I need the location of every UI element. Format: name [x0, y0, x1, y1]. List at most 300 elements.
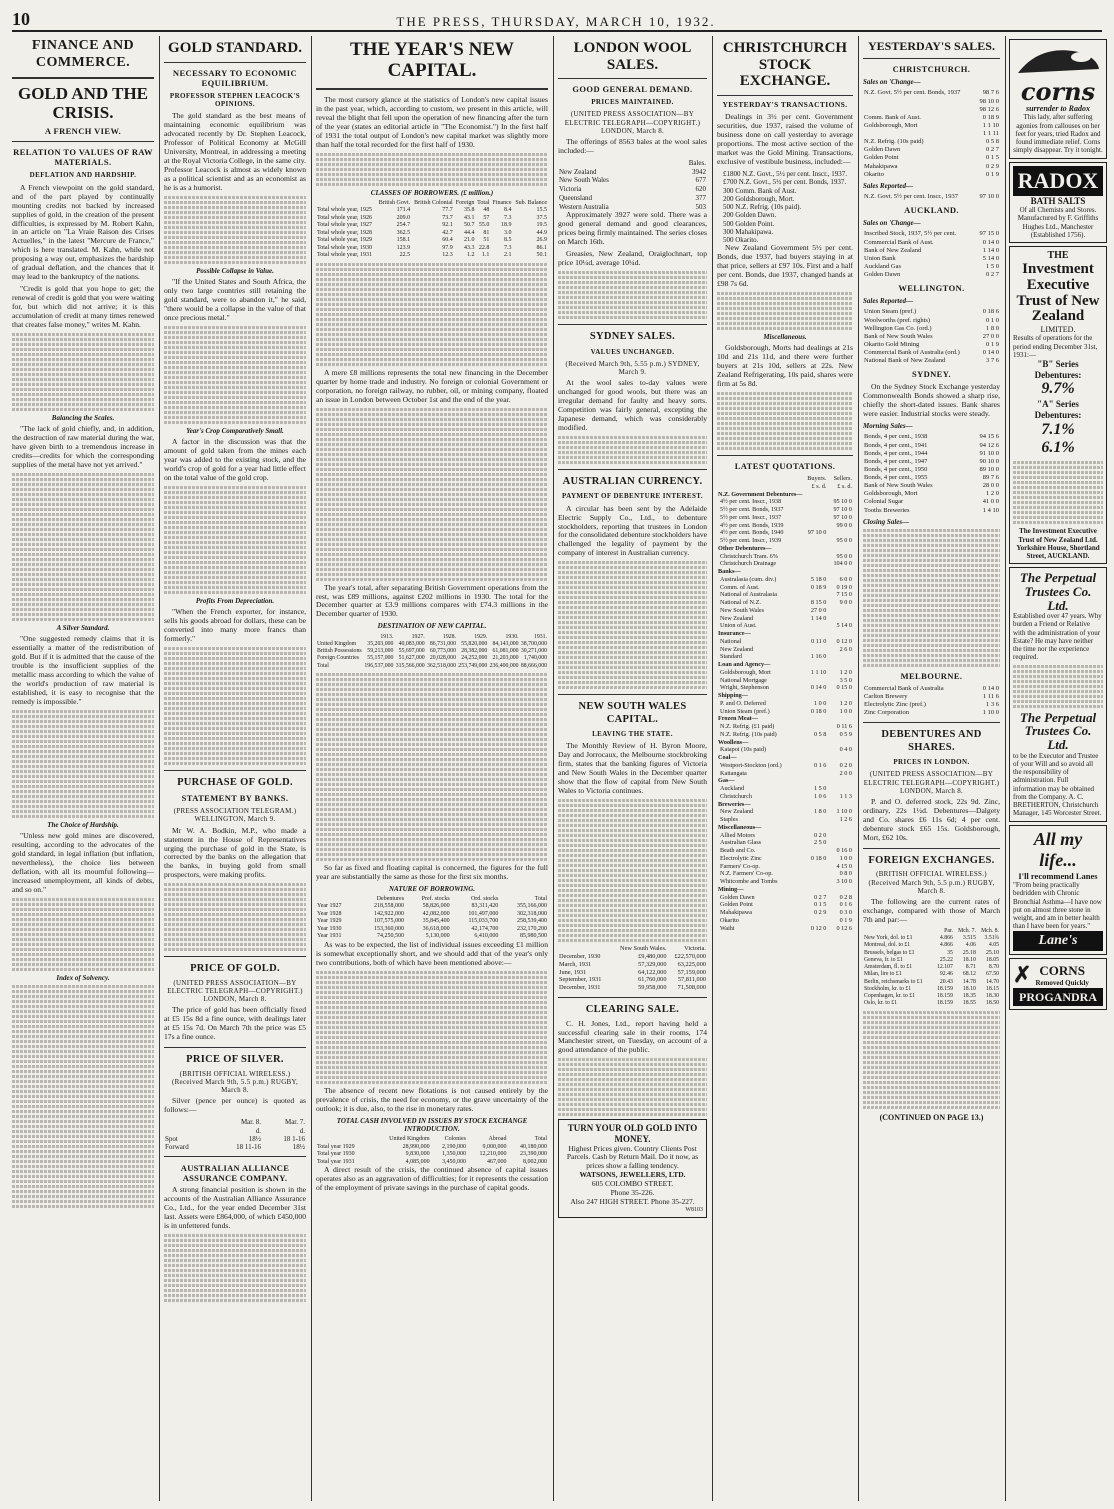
- table-row: Total whole year, 1926 209.0 73.7 43.1 57 7.3 37.5: [317, 214, 547, 221]
- table-row: 5½ per cent. Inscr., 1937 97 10 0: [720, 513, 852, 521]
- table-row: Union Steam (pref.) 0 18 0 1 0 0: [720, 707, 852, 715]
- table-row: Auckland Gas 1 5 0: [864, 262, 999, 270]
- table-row: Year 1928 142,922,000 42,082,000 101,497,000 302,318,000: [317, 910, 547, 917]
- page-number: 10: [12, 9, 30, 29]
- paragraph: Dealings in 3½ per cent. Government securities, due 1937, raised the volume of business done on call yesterday to average proportions. The most active section of the market was the Gold Mining. Transactions, exclusive of vestibule business, included:—: [717, 112, 853, 167]
- table-row: Carlton Brewery 1 11 6: [864, 693, 999, 701]
- section-title: FINANCE AND COMMERCE.: [31, 38, 135, 70]
- subhead-deflation: DEFLATION AND HARDSHIP.: [29, 171, 137, 180]
- paragraph: A circular has been sent by the Adelaide Electric Supply Co., Ltd., to debenture stockholders, reporting that trustees in London for the consolidated debenture stockholders have challenged the legality of payment by the company of interest in Australian currency.: [558, 503, 707, 558]
- table-row: Bonds, 4 per cent., 1941 94 12 6: [864, 441, 999, 449]
- table-group-heading: Insurance—: [718, 630, 751, 638]
- table-row: Okarito Gold Mining 0 1 9: [864, 340, 999, 348]
- paragraph: The offerings of 8563 bales at the wool sales included:—: [558, 137, 707, 155]
- list-item: £700 N.Z. Govt., 5½ per cent. Bonds, 1937.: [723, 178, 847, 187]
- table-row: Commercial Bank of Australia (ord.) 0 14 0: [864, 349, 999, 357]
- table-row: New Zealand 1 14 0: [720, 614, 827, 622]
- table-group-heading: Mining—: [718, 885, 744, 893]
- table-row: Bank of New Zealand 1 14 0: [864, 246, 999, 254]
- paragraph: Approximately 3927 were sold. There was a good general demand and good clearances, prices being firmly maintained. The series closes on March 16th.: [558, 210, 707, 247]
- table-title: DESTINATION OF NEW CAPITAL.: [377, 622, 487, 631]
- table-row: Inscribed Stock, 1937, 5½ per cent. 97 15 0: [864, 230, 999, 238]
- table-row: Total year 1931 4,085,000 3,450,000 467,000 8,002,000: [317, 1158, 547, 1165]
- table-group-heading: Gas—: [718, 777, 735, 785]
- destination-table: 1913. 1927. 1928. 1929. 1930. 1931. United Kingdom 35,203,000 40,083,000 86,731,000 55,820,000 84,143,000 38,700,000 British Possessions 59,213,000 55,697,000 60,773,000 28,382,000 61,081,000 30,271,000 Foreign Countries 55,157,000 51,627,000 20,028,000 24,252,000 21,203,000 1,740,000 Total 196,537,000 315,566,000 362,518,000 253,749,000 236,400,000 88,666,000: [317, 633, 547, 669]
- ad-subtitle: BATH SALTS: [1030, 195, 1086, 206]
- subhead: PRICES IN LONDON.: [893, 758, 970, 767]
- table-title: NATURE OF BORROWING.: [388, 884, 476, 893]
- table-row: Electrolytic Zinc (pref.) 1 3 6: [864, 701, 999, 709]
- city-heading: WELLINGTON.: [898, 283, 965, 294]
- transactions-list: [717, 170, 853, 244]
- table-row: Total whole year, 1927 254.7 92.1 50.7 55.0 18.9 19.5: [317, 222, 547, 229]
- table-row: Golden Dawn 0 2 7: [864, 146, 999, 154]
- paragraph: So far as fixed and floating capital is concerned, the figures for the full year are substantially the same as those for the first six months.: [316, 862, 548, 881]
- list-item: 200 Goldsborough, Mort.: [723, 194, 795, 203]
- paragraph: The most cursory glance at the statistics of London's new capital issues in the past year, which, according to custom, we present in this article, will reveal the blight that fell upon the operation of new financing after the turn of the year (states an editorial article in "The Economist.") In the first half of 1931 the total output of London's new capital market was slightly more than half the total recorded for the first half of 1930.: [316, 94, 548, 149]
- paragraph: The price of gold has been officially fixed at £5 15s 8d a fine ounce, with dealings later at £5 15s 7d. On March 7th the price was £5 17s a fine ounce.: [164, 1005, 306, 1042]
- subhead: PROFESSOR STEPHEN LEACOCK'S OPINIONS.: [169, 91, 301, 108]
- table-group-heading: Loan and Agency—: [718, 661, 771, 669]
- table-row: Woolworths (pref. rights) 0 1 0: [864, 316, 999, 324]
- dateline: (BRITISH OFFICIAL WIRELESS.) (Received March 9th, 5.5 p.m.) RUGBY, March 8.: [868, 870, 995, 895]
- sales-table: [863, 89, 1000, 178]
- table-row: Okarito 0 1 9: [864, 170, 999, 178]
- table-row: Westport-Stockton (ord.) 0 1 6 0 2 0: [720, 761, 852, 769]
- nsw-victoria-table: New South Wales. Victoria. December, 1930 £9,480,000 £22,570,000 March, 1931 57,329,000 63,225,000 June, 1931 64,122,000 57,159,000 September, 1931 61,760,000 57,811,000 December, 1931 59,958,000 71,508,000: [559, 945, 706, 992]
- dateline: (UNITED PRESS ASSOCIATION—BY ELECTRIC TELEGRAPH—COPYRIGHT.) LONDON, March 8.: [564, 110, 701, 135]
- table-row: Western Australia 503: [559, 202, 706, 211]
- list-item: 300 Comm. Bank of Aust.: [723, 186, 797, 195]
- ad-title: CORNS: [1039, 963, 1085, 979]
- ad-perpetual-trustees: [1009, 567, 1107, 821]
- table-row: Christchurch 1 0 6 1 1 3: [720, 792, 852, 800]
- dateline: (UNITED PRESS ASSOCIATION—BY ELECTRIC TELEGRAPH—COPYRIGHT.) LONDON, March 8.: [863, 770, 1000, 795]
- headline-wool-sales: LONDON WOOL SALES.: [573, 40, 692, 73]
- table-row: Christchurch Drainage 104 0 0: [720, 560, 852, 568]
- table-row: New South Wales 677: [559, 176, 706, 185]
- foot-illustration-icon: [1013, 43, 1103, 77]
- table-row: 4½ per cent. Inscr., 1938 95 10 0: [720, 498, 852, 506]
- subhead-latest-quotations: LATEST QUOTATIONS.: [734, 461, 836, 472]
- city-heading: CHRISTCHURCH.: [892, 64, 971, 75]
- table-row: Milan, lire to £1 92.46 68.12 67.50: [864, 971, 999, 978]
- subhead: Index of Solvency.: [56, 973, 110, 982]
- table-row: Union Steam (pref.) 0 18 6: [864, 308, 999, 316]
- table-group-heading: Miscellaneous—: [718, 823, 762, 831]
- table-row: Staples 1 2 6: [720, 816, 852, 824]
- paragraph: Mr W. A. Bodkin, M.P., who made a statement in the House of Representatives urging the purchase of gold in the State, is corrected by the banks on the allegation that the banks, in buying gold from small prospectors, were making profits.: [164, 825, 306, 880]
- sales-table: [863, 193, 1000, 201]
- ad-body-2: to be the Executor and Trustee of your Will and so avoid all the responsibility of administration. Full information may be obtained from the Company. A. C. BRETHERTON, Christchurch Manager, 145 Worcester Street.: [1013, 751, 1102, 818]
- city-heading: MELBOURNE.: [900, 670, 963, 681]
- table-row: Tooths Breweries 1 4 10: [864, 506, 999, 514]
- paragraph: A mere £8 millions represents the total new financing in the December quarter by home trade and industry. No foreign or colonial Government or corporation, no foreign railway, no rubber, oil, or mining company, floated an issue in London between October 1st and the end of the year.: [316, 367, 548, 404]
- table-row: Electrolytic Zinc 0 18 0 1 0 0: [720, 854, 852, 862]
- table-row: N.Z. Govt. 5½ per cent. Bonds, 1937 98 7 6: [864, 89, 999, 97]
- ad-radox-corns: [1009, 39, 1107, 159]
- table-row: Mahakipawa 0 2 9 0 3 0: [720, 909, 852, 917]
- table-row: Spot 18½ 18 1-16: [165, 1134, 305, 1143]
- table-row: Australasia (cum. div.) 5 18 0 6 0 0: [720, 575, 852, 583]
- table-row: N.Z. Govt. 5½ per cent. Inscr., 1937 97 10 0: [864, 193, 999, 201]
- ad-code: W8103: [685, 1206, 703, 1213]
- subhead: PRICES MAINTAINED.: [591, 98, 674, 107]
- wool-offerings-table: Bales. New Zealand 3942 New South Wales 677 Victoria 620 Queensland 377 Western Australia 503: [559, 158, 706, 211]
- ad-tagline: surrender to Radox: [1025, 103, 1090, 113]
- table-row: Goldsborough, Mort 1 1 10: [864, 121, 999, 129]
- table-row: 5½ per cent. Bonds, 1937 97 10 0: [720, 506, 852, 514]
- table-row: N.Z. Refrig. (10s paid) 0 5 8: [864, 138, 999, 146]
- table-row: National of N.Z. 8 15 0 9 0 0: [720, 599, 852, 607]
- table-group-heading: Breweries—: [718, 800, 751, 808]
- table-row: Farmers' Co-op. 4 15 0: [720, 862, 852, 870]
- headline-debentures: DEBENTURES AND SHARES.: [881, 729, 982, 753]
- ad-address-2: Also 247 HIGH STREET. Phone 35-227.: [570, 1196, 695, 1206]
- table-row: Total year 1929 28,990,000 2,190,000 9,000,000 40,180,000: [317, 1143, 547, 1150]
- ad-radox-bath-salts: [1009, 162, 1107, 244]
- paragraph: The year's total, after separating British Government operations from the rest, was £89 millions, against £202 millions in 1930. The total for the December quarter at £3.9 millions compares with £74.3 millions in the December quarter of 1930.: [316, 582, 548, 619]
- table-row: Golden Point 0 1 5: [864, 154, 999, 162]
- table-row: New South Wales 27 0 0: [720, 606, 827, 614]
- table-row: Goldsborough, Mort 1 1 10 1 2 0: [720, 668, 852, 676]
- table-row: Comm. Bank of Aust. 0 18 9: [864, 113, 999, 121]
- headline-sydney-sales: SYDNEY SALES.: [589, 331, 676, 343]
- subhead: Miscellaneous.: [763, 333, 807, 342]
- paragraph: C. H. Jones, Ltd., report having held a successful clearing sale in their rooms, 174 Manchester street, on Tuesday, on account of a good attendance of the public.: [558, 1018, 707, 1055]
- table-row: Waihi 0 12 0 0 12 6: [720, 924, 852, 932]
- table-row: Bonds, 4 per cent., 1947 90 10 0: [864, 457, 999, 465]
- ad-footer: The Investment Executive Trust of New Zealand Ltd. Yorkshire House, Shortland Street, AUCKLAND.: [1016, 527, 1100, 560]
- paragraph: A direct result of the crisis, the continued absence of capital issues operates also as an aggravation of difficulties; for it represents the cessation of the employment of private savings in the purchase of capital goods.: [316, 1165, 548, 1193]
- ad-title: corns: [1020, 76, 1096, 106]
- paragraph: The absence of recent new flotations is not caused entirely by the prevalence of crisis, the need for economy, or the grave uncertainty of the outlook; it is due, also, to the rise in monetary rates.: [316, 1085, 548, 1113]
- ad-lanes: [1009, 825, 1107, 956]
- column-wool-sales: [558, 36, 707, 1501]
- masthead: [12, 8, 1102, 32]
- paragraph: "If the United States and South Africa, the only two large countries still retaining the gold standard, were to abandon it," he said, "there would be a collapse in the value of that once precious metal.": [164, 276, 306, 322]
- dateline: (Received March 9th, 5.55 p.m.) SYDNEY, March 9.: [565, 359, 700, 377]
- cross-icon: ✗: [1013, 962, 1032, 988]
- stock-exchange-table: United Kingdom Colonies Abroad Total Total year 1929 28,990,000 2,190,000 9,000,000 40,180,000 Total year 1930 9,830,000 1,350,000 12,210,000 23,390,000 Total year 1931 4,085,000 3,450,000 467,000 8,002,000: [317, 1136, 547, 1165]
- table-row: 98 10 0: [979, 97, 999, 105]
- table-row: New Zealand 2 6 0: [720, 645, 852, 653]
- table-row: Mahakipawa 0 2 9: [864, 162, 999, 170]
- table-row: Auckland 1 5 0: [720, 785, 827, 793]
- list-item: 500 Okarito.: [723, 236, 759, 245]
- column-gold-standard: [164, 36, 306, 1501]
- table-row: Stockholm, kr. to £1 18.159 18.10 18.15: [864, 985, 999, 992]
- subhead-raw-materials: RELATION TO VALUES OF RAW MATERIALS.: [13, 147, 153, 168]
- paragraph: "Credit is gold that you hope to get; the renewal of credit is gold that you were waiting for, but which did not arrive; it is this accumulation of credit at many times renewed that creates false money," writes M. Kahn.: [12, 284, 154, 329]
- paragraph: A factor in the discussion was that the amount of gold taken from the mines each year was added to the existing stock, and the world's crop of gold for a year had little effect on the total value of the gold crop.: [164, 436, 306, 482]
- headline-new-capital: THE YEAR'S NEW CAPITAL.: [350, 39, 514, 81]
- subhead: VALUES UNCHANGED.: [590, 347, 675, 356]
- paragraph: P. and O. deferred stock, 22s 9d. Zinc, ordinary, 22s 1½d. Debentures—Dalgety and Co. shares £6 11s 6d; 4 per cent. debenture stock £65 15s. Goldsborough, Mort, £62 10s.: [863, 797, 1000, 843]
- ad-body: Highest Prices given. Country Clients Post Parcels. Cash by Return Mail. Do it now, as prices show a falling tendency.: [566, 1143, 699, 1171]
- ad-headline: TURN YOUR OLD GOLD INTO MONEY.: [567, 1123, 698, 1144]
- subhead: Sales Reported—: [863, 181, 913, 190]
- subhead: YESTERDAY'S TRANSACTIONS.: [722, 99, 848, 109]
- headline-nsw-capital: NEW SOUTH WALES CAPITAL.: [578, 701, 687, 725]
- rate-c: 6.1%: [1041, 439, 1075, 457]
- table-row: Total whole year, 1925 171.4 77.7 35.8 48 8.4 15.5: [317, 207, 547, 214]
- list-item: £1800 N.Z. Govt., 5½ per cent. Inscr., 1937.: [723, 170, 848, 179]
- table-row: National Bank of New Zealand 3 7 6: [864, 357, 999, 365]
- subhead: PAYMENT OF DEBENTURE INTEREST.: [561, 492, 703, 501]
- table-row: Union Bank 5 14 0: [864, 254, 999, 262]
- table-row: United Kingdom 35,203,000 40,083,000 86,731,000 55,820,000 84,143,000 38,700,000: [317, 640, 547, 647]
- ad-brand: PROGANDRA: [1013, 988, 1103, 1006]
- table-row: Geneva, fr. to £1 25.22 18.10 18.05: [864, 956, 999, 963]
- table-row: December, 1930 £9,480,000 £22,570,000: [559, 952, 706, 960]
- sales-table: [863, 433, 1000, 514]
- paragraph: The gold standard as the best means of maintaining economic equilibrium was advocated recently by Dr. Stephen Leacock, Professor of Political Economy at McGill University, Montreal, in addressing a meeting at the Royal Victoria College, in the same city. Professor Leacock is almost as widely known as a political scientist and as an economist as he is as a humorist.: [164, 111, 306, 192]
- paragraph: "One suggested remedy claims that it is essentially a matter of the redistribution of gold. But if it is admitted that the cause of the trouble is the insufficient supplies of the metallic mass according to which the value of the world's production of raw material is established, it is easy to recognise that the remedy is impossible.": [12, 634, 154, 706]
- headline-purchase-gold: PURCHASE OF GOLD.: [177, 776, 293, 788]
- table-row: Wellington Gas Co. (ord.) 1 8 0: [864, 324, 999, 332]
- headline-australian-currency: AUSTRALIAN CURRENCY.: [562, 475, 703, 487]
- ad-body: Results of operations for the period ending December 31st, 1931:—: [1013, 334, 1098, 359]
- list-item: 300 Mahakipawa.: [723, 227, 774, 236]
- ad-brand: Lane's: [1013, 931, 1103, 952]
- table-row: Bonds, 4 per cent., 1944 91 10 0: [864, 449, 999, 457]
- table-row: Total whole year, 1930 123.9 97.9 43.3 22.8 7.3 86.1: [317, 244, 547, 251]
- ad-address: 605 COLOMBO STREET.: [591, 1178, 674, 1188]
- classes-of-borrowers-table: British Govt. British Colonial Foreign Total Finance Sub. Balance Total whole year, 1925 171.4 77.7 35.8 48 8.4 15.5 Total whole year, 1926 209.0 73.7 43.1 57 7.3 37.5 Total whole year, 1927 254.7 92.1 50.7 55.0 18.9 19.5 Total whole year, 1928 362.5 42.7 44.4 81 3.0 44.9 Total whole year, 1929 158.1 60.4 21.0 51 8.5 26.9 Total whole year, 1930 123.9 97.9 43.3 22.8 7.3 86.1 Total whole year, 1931 22.5 12.3 1.2 1.1 2.1 50.1: [317, 199, 547, 259]
- table-row: Forward 18 11-16 18½: [165, 1143, 305, 1152]
- table-row: P. and O. Deferred 1 0 0 1 2 0: [720, 699, 852, 707]
- table-row: Golden Dawn 0 2 7 0 2 8: [720, 893, 852, 901]
- headline-price-gold: PRICE OF GOLD.: [190, 963, 280, 975]
- table-row: Total year 1930 9,830,000 1,350,000 12,210,000 23,390,000: [317, 1151, 547, 1158]
- table-row: Montreal, dol. to £1 4.866 4.06 4.05: [864, 942, 999, 949]
- subhead: Sales on 'Change—: [863, 78, 921, 87]
- table-row: N.Z. Refrig. (10s paid) 0 5 8 0 5 9: [720, 730, 852, 738]
- table-title: CLASSES OF BORROWERS. (£ million.): [370, 188, 494, 197]
- paragraph: A strong financial position is shown in the accounts of the Australian Alliance Assurance Co., Ltd., for the year ended December 31st last. Assets were £864,000, of which £450,000 is in unfettered funds.: [164, 1185, 306, 1231]
- table-group-heading: Other Debentures—: [718, 544, 772, 552]
- ad-firm: WATSONS, JEWELLERS, LTD.: [579, 1170, 686, 1180]
- table-row: Total whole year, 1929 158.1 60.4 21.0 51 8.5 26.9: [317, 237, 547, 244]
- list-item: 500 N.Z. Refrig. (10s paid).: [723, 203, 802, 212]
- table-row: Berlin, reichsmarks to £1 20.43 14.78 14.70: [864, 978, 999, 985]
- subhead-french-view: A FRENCH VIEW.: [44, 126, 122, 137]
- paragraph: "The lack of gold chiefly, and, in addition, the destruction of raw material during the war, have given birth to a tremendous increase in credits—credits for which the corresponding supplies of the metal have not yet arrived.": [12, 424, 154, 470]
- ad-body: Of all Chemists and Stores. Manufactured by F. Griffiths Hughes Ltd., Manchester (Established 1756).: [1017, 206, 1099, 239]
- table-row: Commercial Bank of Aust. 0 14 0: [864, 238, 999, 246]
- rate-b: 9.7%: [1041, 380, 1075, 398]
- table-row: Kaitangata 2 0 0: [720, 769, 852, 777]
- table-row: National of Australasia 7 15 0: [720, 591, 852, 599]
- sales-table: [863, 308, 1000, 365]
- table-row: Bank of New South Wales 28 0 0: [864, 482, 999, 490]
- table-row: National Mortgage 3 5 0: [720, 676, 852, 684]
- table-row: Year 1927 218,558,000 58,826,000 83,311,420 355,166,000: [317, 903, 547, 910]
- paragraph: Greasies, New Zealand, Oraiglochnart, top price 10¼d, average 10¼d.: [558, 249, 707, 268]
- table-group-heading: N.Z. Government Debentures—: [718, 490, 803, 498]
- table-row: Total whole year, 1928 362.5 42.7 44.4 81 3.0 44.9: [317, 229, 547, 236]
- silver-table: Mar. 8. Mar. 7. d. d. Spot 18½ 18 1-16 Forward 18 11-16 18½: [165, 1118, 305, 1152]
- table-row: 1 1 11: [982, 130, 999, 138]
- rate-a: 7.1%: [1041, 420, 1075, 438]
- subhead: Morning Sales—: [863, 422, 913, 431]
- column-stock-exchange: [717, 36, 853, 1501]
- paragraph: At the wool sales to-day values were unchanged for good wools, but there was an irregular demand for faulty and heavy sorts. Competition was fairly general, excepting the Japanese demand, which was considerably modified.: [558, 378, 707, 433]
- paragraph: The following are the current rates of exchange, compared with those of March 7th and par:—: [863, 897, 1000, 924]
- subhead: Year's Crop Comparatively Small.: [186, 426, 284, 435]
- paragraph: A French viewpoint on the gold standard, and of the part played by continually mounting credits not backed by increased supplies of gold, in the creation of the present difficulties, is expressed by M. Robert Kahn, in an article on "La Vraie Raison des Crises Actuelles," in the latest "Mercure de France," which is here translated. M. Kahn, while not proposing a way out, emphasizes the hardship of gradual deflation, and the chances that it may lead to the bankruptcy of the nations.: [12, 182, 154, 282]
- table-row: N.Z. Farmers' Co-op. 0 8 0: [720, 870, 852, 878]
- city-heading: SYDNEY.: [911, 369, 952, 380]
- subhead: GOOD GENERAL DEMAND.: [572, 84, 693, 94]
- subhead: Closing Sales—: [863, 517, 910, 526]
- table-row: Total 196,537,000 315,566,000 362,518,000 253,749,000 236,400,000 88,666,000: [317, 662, 547, 669]
- table-row: New Zealand 1 8 0 1 10 0: [720, 808, 852, 816]
- table-row: Commercial Bank of Australia 0 14 0: [864, 684, 999, 692]
- ad-title: Investment Executive Trust of New Zealand: [1016, 261, 1100, 325]
- table-group-heading: Coal—: [718, 754, 737, 762]
- table-row: Comm. of Aust. 0 18 9 0 19 0: [720, 583, 852, 591]
- ad-body: "From being practically bedridden with Chronic Bronchial Asthma—I have now put on almost three stone in weight, and am in better health than I have been for years.": [1013, 881, 1102, 931]
- headline-gold-crisis: GOLD AND THE CRISIS.: [17, 84, 149, 122]
- subhead: NECESSARY TO ECONOMIC EQUILIBRIUM.: [172, 67, 298, 88]
- table-row: Golden Point 0 1 5 0 1 6: [720, 901, 852, 909]
- table-row: Standard 1 16 0: [720, 653, 827, 661]
- sales-table: [863, 230, 1000, 279]
- paragraph: "Unless new gold mines are discovered, resulting, according to the advocates of the gold standard, in legal inflation (but inflation, nevertheless), the choice lies between deflation, with all its mournful following—increased unemployment, all kinds of debts, and so on.": [12, 831, 154, 894]
- paragraph: Goldsborough, Morts had dealings at 21s 10d and 21s 11d, and there were further buyers at 21s 10d, sellers at 22s. New Zealand Refrigerating, 10s paid, shares were firm at 5s 8d.: [717, 343, 853, 389]
- headline-clearing-sale: CLEARING SALE.: [585, 1004, 680, 1016]
- nature-of-borrowing-table: Debentures Pref. stocks Ord. stocks Total Year 1927 218,558,000 58,826,000 83,311,420 355,166,000 Year 1928 142,922,000 42,082,000 101,497,000 302,318,000 Year 1929 107,575,000 35,845,400 115,033,700 258,539,400 Year 1930 153,360,000 36,618,000 42,174,700 232,170,200 Year 1931 74,250,500 5,130,000 6,410,000 85,980,500: [317, 895, 547, 940]
- table-row: Whitcombe and Tombs 3 10 0: [720, 878, 852, 886]
- table-group-heading: Shipping—: [718, 692, 748, 700]
- table-row: Goldsborough, Mort 1 2 0: [864, 490, 999, 498]
- headline-foreign-exchanges: FOREIGN EXCHANGES.: [868, 854, 995, 866]
- table-group-heading: Frozen Meat—: [718, 715, 758, 723]
- table-row: N.Z. Refrig. (£1 paid) 0 11 6: [720, 723, 852, 731]
- subhead: The Choice of Hardship.: [47, 820, 119, 829]
- table-row: Bonds, 4 per cent., 1950 89 10 0: [864, 465, 999, 473]
- table-row: Queensland 377: [559, 193, 706, 202]
- table-row: New York, dol. to £1 4.866 3.515 3.51¾: [864, 935, 999, 942]
- quotations-table: Buyers. Sellers. £ s. d. £ s. d. N.Z. Government Debentures— 4½ per cent. Inscr., 1938 95 10 0 5½ per cent. Bonds, 1937 97 10 0 5½ per cent. Inscr., 1937 97 10 0 4½ per cent. Bonds, 1939 99 0 0 4½ per cent. Bonds, 1940 97 10 0 5½ per cent. Inscr., 1939 95 0 0 Other Debentures— Christchurch Tram. 6% 95 0 0 Christchurch Drainage 104 0 0 Banks— Australasia (cum. div.) 5 18 0 6 0 0 Comm. of Aust. 0 18 9 0 19 0 National of Australasia 7 15 0 National of N.Z. 8 15 0 9 0 0 New South Wales 27 0 0 New Zealand 1 14 0 Union of Aust. 5 14 0 Insurance— National 0 11 0 0 12 0 New Zealand 2 6 0 Standard 1 16 0 Loan and Agency— Goldsborough, Mort 1 1 10 1 2 0 National Mortgage 3 5 0 Wright, Stephenson 0 14 0 0 15 0 Shipping— P. and O. Deferred 1 0 0 1 2 0 Union Steam (pref.) 0 18 0 1 0 0 Frozen Meat— N.Z. Refrig. (£1 paid) 0 11 6 N.Z. Refrig. (10s paid) 0 5 8 0 5 9 Woollens— Kaiapoi (10s paid) 0 4 0 Coal— Westport-Stockton (ord.) 0 1 6 0 2 0 Kaitangata 2 0 0 Gas— Auckland 1 5 0 Christchurch 1 0 6 1 1 3 Breweries— New Zealand 1 8 0 1 10 0 Staples 1 2 6 Miscellaneous— Allied Motors 0 2 0 Australian Glass 2 5 0 Beath and Co. 0 16 0 Electrolytic Zinc 0 18 0 1 0 0 Farmers' Co-op. 4 15 0 N.Z. Farmers' Co-op. 0 8 0 Whitcombe and Tombs 3 10 0 Mining— Golden Dawn 0 2 7 0 2 8 Golden Point 0 1 5 0 1 6 Mahakipawa 0 2 9 0 3 0 Okarito 0 1 9 Waihi 0 12 0 0 12 6: [718, 475, 852, 932]
- table-row: Amsterdam, fl. to £1 12.107 8.71 8.70: [864, 964, 999, 971]
- city-heading: AUCKLAND.: [904, 205, 959, 216]
- ad-body: This lady, after suffering agonies from callouses on her feet for years, tried Radox and found immediate relief. Corns simply disappear. Try it tonight.: [1013, 113, 1103, 155]
- dateline: (UNITED PRESS ASSOCIATION—BY ELECTRIC TELEGRAPH—COPYRIGHT.) LONDON, March 8.: [167, 978, 303, 1004]
- table-row: Copenhagen, kr. to £1 18.159 18.35 18.30: [864, 993, 999, 1000]
- table-group-heading: Woollens—: [718, 738, 749, 746]
- table-row: Colonial Sugar 41 0 0: [864, 498, 999, 506]
- table-row: December, 1931 59,958,000 71,508,000: [559, 984, 706, 992]
- paragraph: "When the French exporter, for instance, sells his goods abroad for dollars, these can be converted into many more francs than formerly.": [164, 606, 306, 643]
- subhead: Sales Reported—: [863, 297, 913, 306]
- column-new-capital: [316, 36, 548, 1501]
- ad-investment-trust: THE Investment Executive Trust of New Zealand LIMITED. Results of operations for the period ending December 31st, 1931:— "B" Series Debentures: 9.7% "A" Series Debentures: 7.1% 6.1% The Investment Executive Trust of New Zealand Ltd. Yorkshire House, Shortland Street, AUCKLAND.: [1009, 246, 1107, 564]
- table-row: Bonds, 4 per cent., 1955 89 7 6: [864, 474, 999, 482]
- continued-note: (CONTINUED ON PAGE 13.): [879, 1112, 984, 1122]
- ad-progandra: [1009, 958, 1107, 1010]
- ad-subtitle: I'll recommend Lanes: [1018, 871, 1098, 882]
- table-row: National 0 11 0 0 12 0: [720, 637, 852, 645]
- sales-table: [863, 685, 1000, 718]
- table-row: Year 1929 107,575,000 35,845,400 115,033,700 258,539,400: [317, 918, 547, 925]
- table-title: TOTAL CASH INVOLVED IN ISSUES BY STOCK EXCHANGE INTRODUCTION.: [336, 1116, 528, 1133]
- ad-body: Established over 47 years. Why burden a Friend or Relative with the administration of your Estate? He may have neither the time nor the experience required.: [1013, 612, 1102, 662]
- table-row: New Zealand 3942: [559, 167, 706, 176]
- ad-title: RADOX: [1013, 166, 1103, 196]
- table-row: Brussels, belgas to £1 35 25.18 25.10: [864, 949, 999, 956]
- column-advertisements: [1009, 36, 1107, 1501]
- subhead: Profits From Depreciation.: [195, 596, 275, 605]
- table-row: British Possessions 59,213,000 55,697,000 60,773,000 28,382,000 61,081,000 30,271,000: [317, 648, 547, 655]
- ad-title-2: The Perpetual Trustees Co. Ltd.: [1019, 709, 1097, 752]
- table-row: Golden Dawn 0 2 7: [864, 271, 999, 279]
- ad-watsons-jewellers: [558, 1119, 707, 1217]
- table-row: Wright, Stephenson 0 14 0 0 15 0: [720, 684, 852, 692]
- subhead: Balancing the Scales.: [51, 413, 115, 422]
- table-row: June, 1931 64,122,000 57,159,000: [559, 968, 706, 976]
- table-group-heading: Banks—: [718, 568, 741, 576]
- table-row: Beath and Co. 0 16 0: [720, 847, 852, 855]
- subhead: STATEMENT BY BANKS.: [181, 793, 289, 804]
- table-row: Australian Glass 2 5 0: [720, 839, 827, 847]
- ad-title: All my life...: [1033, 828, 1083, 870]
- table-row: Allied Motors 0 2 0: [720, 831, 827, 839]
- column-yesterdays-sales: [863, 36, 1000, 1501]
- ad-phone: Phone 35-226.: [610, 1187, 655, 1197]
- table-row: 4½ per cent. Bonds, 1940 97 10 0: [720, 529, 827, 537]
- table-row: Union of Aust. 5 14 0: [720, 622, 852, 630]
- table-row: 4½ per cent. Bonds, 1939 99 0 0: [720, 521, 852, 529]
- table-row: Bonds, 4 per cent., 1938 94 15 6: [864, 433, 999, 441]
- table-row: 5½ per cent. Inscr., 1939 95 0 0: [720, 537, 852, 545]
- table-row: Oslo, kr. to £1 18.159 18.55 18.50: [864, 1000, 999, 1007]
- table-row: Christchurch Tram. 6% 95 0 0: [720, 552, 852, 560]
- paper-dateline: THE PRESS, THURSDAY, MARCH 10, 1932.: [396, 14, 716, 29]
- paragraph: New Zealand Government 5½ per cent. Bonds, due 1937, had buyers staying in at that price, sellers at £97 10s. First and a half per cent. Bonds, due 1937, changed hands at £98 7s 6d.: [717, 243, 853, 289]
- subhead: Possible Collapse in Value.: [196, 266, 274, 275]
- table-row: September, 1931 61,760,000 57,811,000: [559, 976, 706, 984]
- exchange-rates-table: Par. Mch. 7. Mch. 8. New York, dol. to £1 4.866 3.515 3.51¾ Montreal, dol. to £1 4.866 4.06 4.05 Brussels, belgas to £1 35 25.18 25.10 Geneva, fr. to £1 25.22 18.10 18.05 Amsterdam, fl. to £1 12.107 8.71 8.70 Milan, lire to £1 92.46 68.12 67.50 Berlin, reichsmarks to £1 20.43 14.78 14.70 Stockholm, kr. to £1 18.159 18.10 18.15 Copenhagen, kr. to £1 18.159 18.35 18.30 Oslo, kr. to £1 18.159 18.55 18.50: [864, 927, 999, 1007]
- ad-title: The Perpetual Trustees Co. Ltd.: [1019, 570, 1097, 613]
- dateline: (BRITISH OFFICIAL WIRELESS.) (Received March 9th, 5.5 p.m.) RUGBY, March 8.: [171, 1069, 299, 1095]
- headline-alliance: AUSTRALIAN ALLIANCE ASSURANCE COMPANY.: [180, 1163, 290, 1184]
- list-item: 500 Golden Point.: [723, 219, 775, 228]
- table-row: Okarito 0 1 9: [720, 916, 852, 924]
- headline-gold-standard: GOLD STANDARD.: [168, 40, 302, 56]
- paragraph: Silver (pence per ounce) is quoted as follows:—: [164, 1096, 306, 1115]
- subhead: A Silver Standard.: [56, 623, 110, 632]
- table-row: 98 12 6: [979, 105, 999, 113]
- subhead: Sales on 'Change—: [863, 219, 921, 228]
- table-row: Year 1930 153,360,000 36,618,000 42,174,700 232,170,200: [317, 925, 547, 932]
- headline-price-silver: PRICE OF SILVER.: [186, 1054, 284, 1066]
- table-row: March, 1931 57,329,000 63,225,000: [559, 960, 706, 968]
- table-row: Kaiapoi (10s paid) 0 4 0: [720, 746, 852, 754]
- table-row: Total whole year, 1931 22.5 12.3 1.2 1.1 2.1 50.1: [317, 252, 547, 259]
- dateline: (PRESS ASSOCIATION TELEGRAM.) WELLINGTON, March 9.: [173, 807, 297, 824]
- paragraph: The Monthly Review of H. Byron Moore, Day and Jorrocaux, the Melbourne stockbroking firm, states that the banking figures of Victoria and New South Wales in the December quarter show that the flow of capital from New South Wales to Victoria continues.: [558, 741, 707, 796]
- list-item: 200 Golden Dawn.: [723, 211, 777, 220]
- column-finance: [12, 36, 154, 1501]
- paragraph: On the Sydney Stock Exchange yesterday Commonwealth Bonds showed a sharp rise, chiefly the short-dated issues. Bank shares were easier. Industrial stocks were steady.: [863, 382, 1000, 419]
- headline-stock-exchange: CHRISTCHURCH STOCK EXCHANGE.: [722, 40, 848, 89]
- headline-yesterdays-sales: YESTERDAY'S SALES.: [868, 39, 995, 53]
- subhead: LEAVING THE STATE.: [592, 730, 673, 739]
- table-row: Victoria 620: [559, 185, 706, 194]
